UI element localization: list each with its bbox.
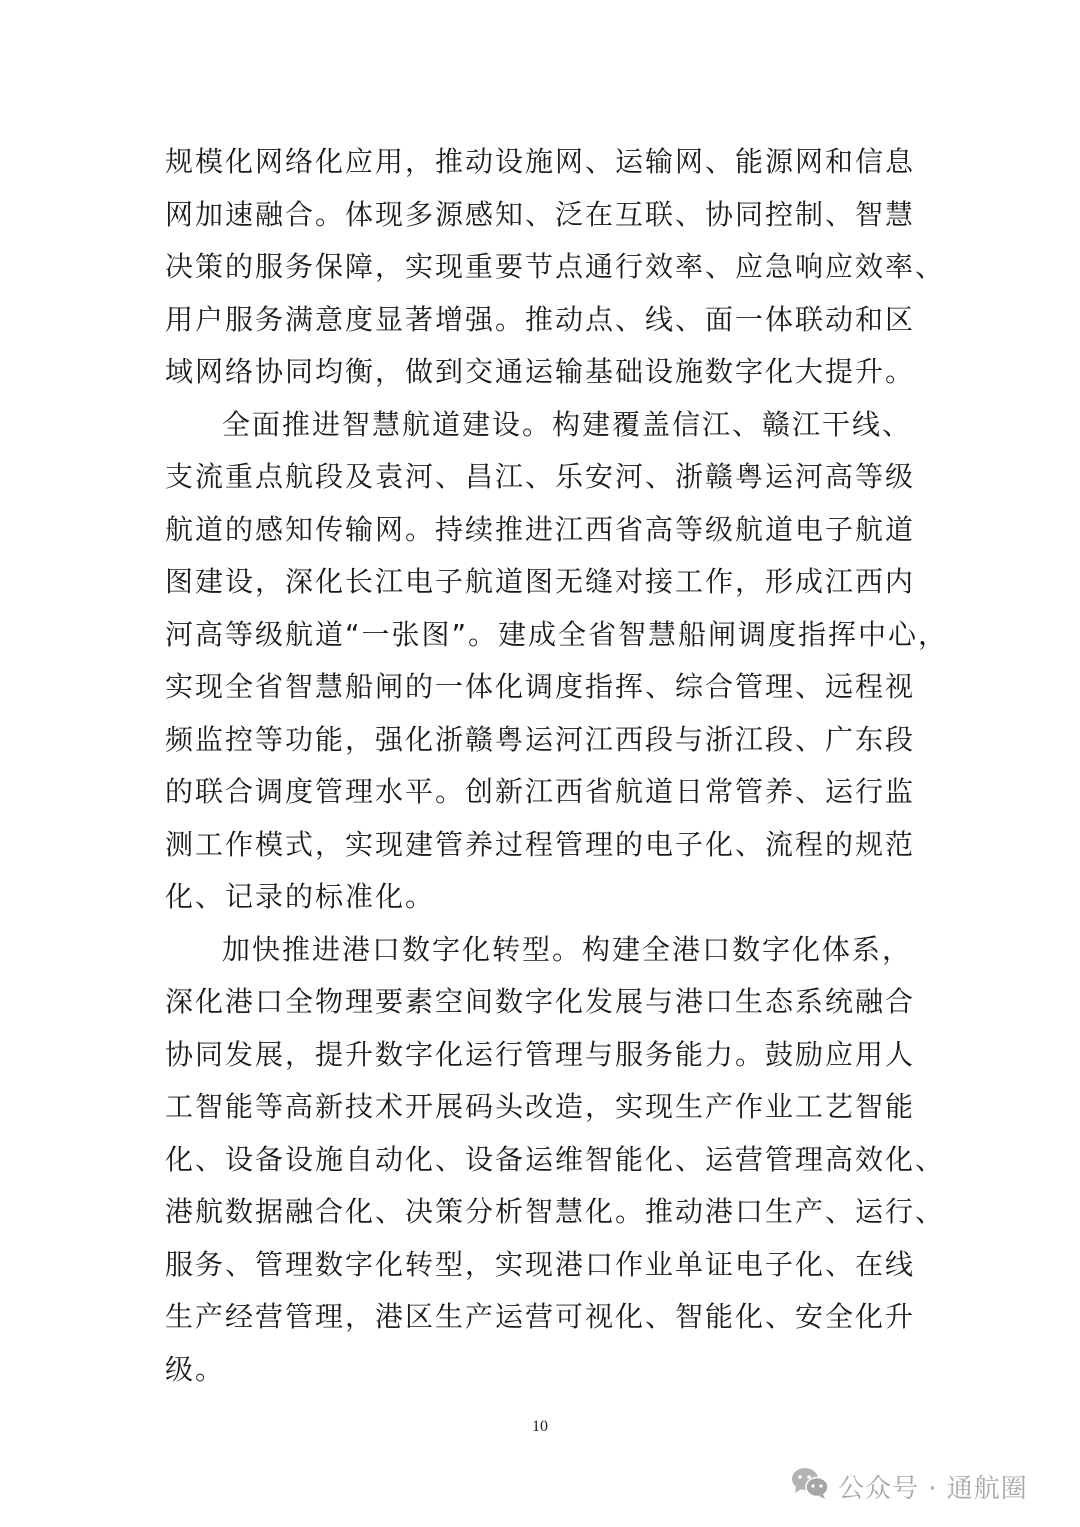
paragraph-line: 的联合调度管理水平。创新江西省航道日常管养、运行监: [165, 775, 916, 808]
watermark-text: 公众号 · 通航圈: [838, 1474, 1028, 1504]
paragraph-line: 化、设备设施自动化、设备运维智能化、运营管理高效化、: [165, 1143, 946, 1176]
paragraph-line: 深化港口全物理要素空间数字化发展与港口生态系统融合: [165, 985, 916, 1018]
paragraph-line: 支流重点航段及袁河、昌江、乐安河、浙赣粤运河高等级: [165, 460, 916, 493]
paragraph-line: 工智能等高新技术开展码头改造，实现生产作业工艺智能: [165, 1090, 916, 1123]
paragraph-line: 级。: [165, 1353, 226, 1386]
paragraph-line: 港航数据融合化、决策分析智慧化。推动港口生产、运行、: [165, 1195, 946, 1228]
paragraph-line: 图建设，深化长江电子航道图无缝对接工作，形成江西内: [165, 565, 916, 598]
paragraph-line: 网加速融合。体现多源感知、泛在互联、协同控制、智慧: [165, 198, 916, 231]
paragraph-first-line: 规模化网络化应用，推动设施网、运输网、能源网和信息: [165, 145, 916, 178]
paragraph-line: 生产经营管理，港区生产运营可视化、智能化、安全化升: [165, 1300, 916, 1333]
paragraph-line: 测工作模式，实现建管养过程管理的电子化、流程的规范: [165, 828, 916, 861]
paragraph-line: 实现全省智慧船闸的一体化调度指挥、综合管理、远程视: [165, 670, 916, 703]
page-number: 10: [532, 1418, 548, 1435]
paragraph-line: 航道的感知传输网。持续推进江西省高等级航道电子航道: [165, 513, 916, 546]
paragraph-line: 域网络协同均衡，做到交通运输基础设施数字化大提升。: [165, 355, 916, 388]
paragraph-line: 协同发展，提升数字化运行管理与服务能力。鼓励应用人: [165, 1038, 916, 1071]
watermark: [790, 1466, 1028, 1507]
paragraph-line: 服务、管理数字化转型，实现港口作业单证电子化、在线: [165, 1248, 916, 1281]
wechat-icon: [790, 1466, 830, 1507]
paragraph-line: 频监控等功能，强化浙赣粤运河江西段与浙江段、广东段: [165, 723, 916, 756]
paragraph-line: 决策的服务保障，实现重要节点通行效率、应急响应效率、: [165, 250, 946, 283]
paragraph-first-line: 全面推进智慧航道建设。构建覆盖信江、赣江干线、: [222, 408, 913, 441]
paragraph-line: 用户服务满意度显著增强。推动点、线、面一体联动和区: [165, 303, 916, 336]
paragraph-first-line: 加快推进港口数字化转型。构建全港口数字化体系，: [222, 933, 913, 966]
paragraph-line: 化、记录的标准化。: [165, 880, 436, 913]
paragraph-line: 河高等级航道“一张图”。建成全省智慧船闸调度指挥中心，: [165, 618, 949, 651]
